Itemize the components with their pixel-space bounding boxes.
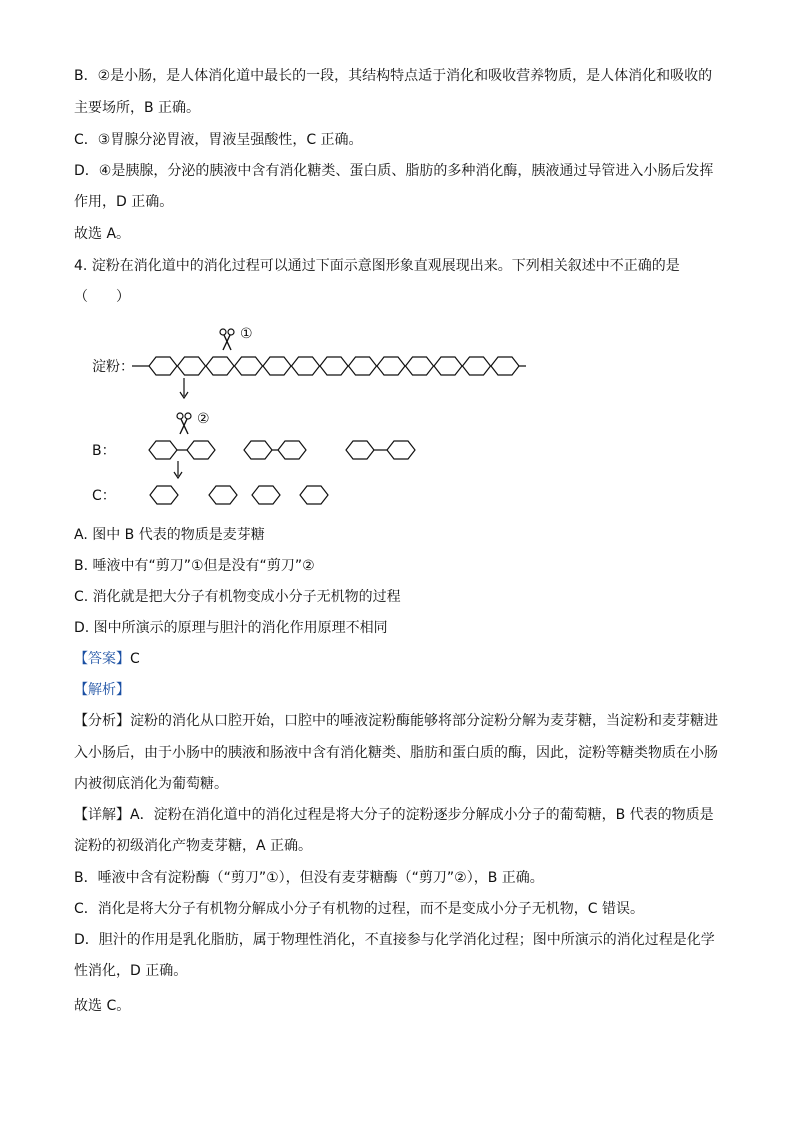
fenxi-label: 【分析】 [74,713,130,729]
text-line: 内被彻底消化为葡萄糖。 [74,776,228,792]
maltose-label: B： [92,443,116,459]
xiangjie-label: 【详解】 [74,807,130,823]
option-a: A. 图中 B 代表的物质是麦芽糖 [74,527,265,543]
option-c: C. 消化就是把大分子有机物变成小分子无机物的过程 [74,589,401,605]
glucose-unit-hexagon [252,486,280,504]
glucose-unit-hexagon [434,357,462,375]
analysis-label: 【解析】 [74,682,130,698]
glucose-unit-hexagon [292,357,320,375]
glucose-unit-hexagon [406,357,434,375]
option-d: D. 图中所演示的原理与胆汁的消化作用原理不相同 [74,620,388,636]
glucose-unit-hexagon [206,357,234,375]
text-line: D．④是胰腺，分泌的胰液中含有消化糖类、蛋白质、脂肪的多种消化酶，胰液通过导管进入小肠后发挥 [74,163,714,179]
answer-value: C [130,651,140,667]
starch-label: 淀粉： [92,359,134,375]
maltose-row [149,441,415,459]
scissors-2-label: ② [197,411,210,427]
glucose-unit-hexagon [263,357,291,375]
text-line: D．胆汁的作用是乳化脂肪，属于物理性消化，不直接参与化学消化过程；图中所演示的消化过程是化学 [74,932,715,948]
glucose-unit-hexagon [320,357,348,375]
answer-label: 【答案】 [74,651,130,667]
scissors-1-icon [220,329,234,350]
glucose-label: C： [92,488,116,504]
text-line: 性消化，D 正确。 [74,963,188,979]
text-line: 故选 C。 [74,998,131,1014]
glucose-unit-hexagon [150,486,178,504]
glucose-unit-hexagon [491,357,519,375]
text-line: 故选 A。 [74,226,131,242]
answer-line [74,649,140,669]
glucose-unit-hexagon [387,441,415,459]
glucose-unit-hexagon [377,357,405,375]
starch-chain [149,357,519,375]
glucose-row [150,486,328,504]
scissors-1-label: ① [240,326,253,342]
option-b: B. 唾液中有“剪刀”①但是没有“剪刀”② [74,558,315,574]
text-line: 淀粉的初级消化产物麦芽糖，A 正确。 [74,838,313,854]
starch-digestion-diagram [74,318,554,518]
glucose-unit-hexagon [278,441,306,459]
text-line: 作用，D 正确。 [74,194,174,210]
text-line: B．②是小肠，是人体消化道中最长的一段，其结构特点适于消化和吸收营养物质，是人体消化和吸收的 [74,68,713,84]
analysis-heading [74,680,130,700]
glucose-unit-hexagon [149,441,177,459]
glucose-unit-hexagon [178,357,206,375]
glucose-unit-hexagon [244,441,272,459]
glucose-unit-hexagon [346,441,374,459]
text-line: 主要场所，B 正确。 [74,100,201,116]
scissors-2-icon [177,413,191,434]
glucose-unit-hexagon [209,486,237,504]
glucose-unit-hexagon [187,441,215,459]
text-line: C．③胃腺分泌胃液，胃液呈强酸性，C 正确。 [74,132,363,148]
glucose-unit-hexagon [463,357,491,375]
glucose-unit-hexagon [235,357,263,375]
answer-blank: （ ） [74,289,130,305]
text-line: 【分析】淀粉的消化从口腔开始，口腔中的唾液淀粉酶能够将部分淀粉分解为麦芽糖，当淀粉和麦芽糖进 [74,713,718,729]
text-line: 入小肠后，由于小肠中的胰液和肠液中含有消化糖类、脂肪和蛋白质的酶，因此，淀粉等糖类物质在小肠 [74,745,718,761]
text-line: C．消化是将大分子有机物分解成小分子有机物的过程，而不是变成小分子无机物，C 错误。 [74,901,644,917]
glucose-unit-hexagon [300,486,328,504]
glucose-unit-hexagon [349,357,377,375]
text-line: B．唾液中含有淀粉酶（“剪刀”①），但没有麦芽糖酶（“剪刀”②），B 正确。 [74,870,544,886]
glucose-unit-hexagon [149,357,177,375]
question-stem: 4. 淀粉在消化道中的消化过程可以通过下面示意图形象直观展现出来。下列相关叙述中不正确的是 [74,258,680,274]
text-line: 【详解】A．淀粉在消化道中的消化过程是将大分子的淀粉逐步分解成小分子的葡萄糖，B 代表的物质是 [74,807,714,823]
